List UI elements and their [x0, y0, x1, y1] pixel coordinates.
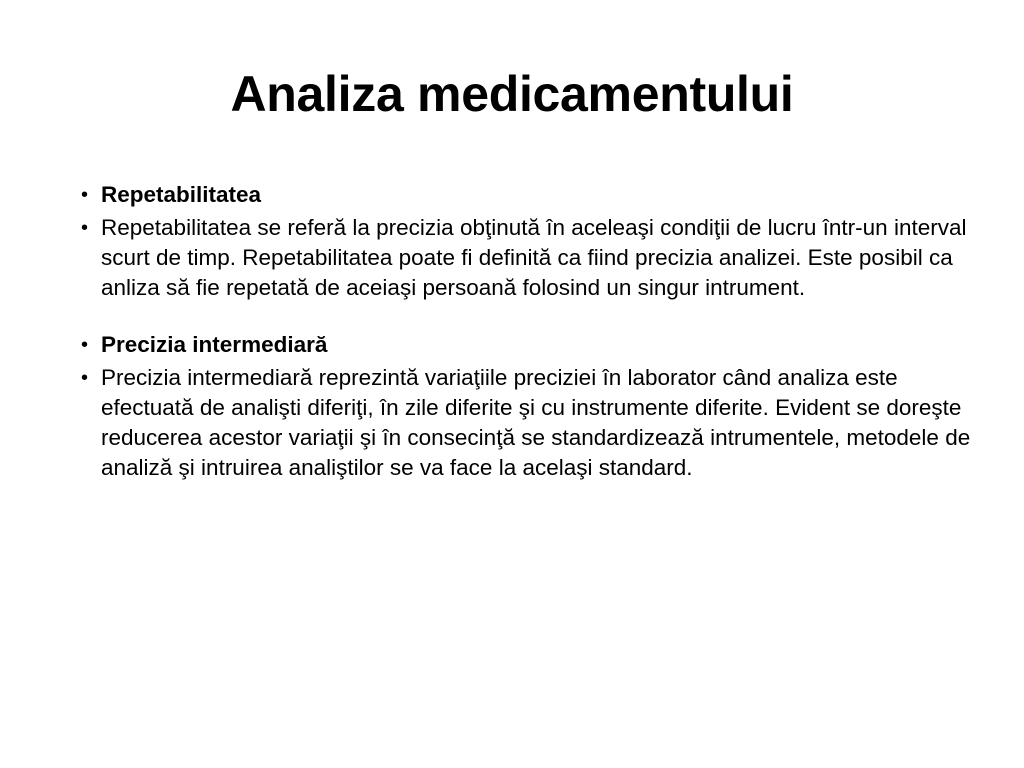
bullet-text: Repetabilitatea — [101, 182, 262, 207]
bullet-list — [81, 180, 972, 486]
bullet-item-repetabilitatea-description — [81, 213, 972, 303]
bullet-text: Precizia intermediară reprezintă variaţiile preciziei în laborator când analiza este efectuată de analişti diferiţi, în zile diferite şi cu instrumente diferite. Evident se doreşte reducerea acestor variaţii şi în consecinţă se standardizează intrumentele, metodele de analiză şi intruirea analiştilor se va face la acelaşi standard. — [101, 365, 971, 480]
bullet-text: Repetabilitatea se referă la precizia obţinută în aceleaşi condiţii de lucru într-un interval scurt de timp. Repetabilitatea poate fi definită ca fiind precizia analizei. Este posibil ca anliza să fie repetată de aceiaşi persoană folosind un singur intrument. — [101, 215, 967, 300]
bullet-icon: • — [81, 184, 89, 206]
bullet-item-precizia-intermediara-heading — [81, 330, 972, 360]
bullet-text: Precizia intermediară — [101, 332, 328, 357]
bullet-icon: • — [81, 217, 89, 239]
slide-title: Analiza medicamentului — [230, 66, 794, 122]
bullet-item-repetabilitatea-heading — [81, 180, 972, 210]
bullet-item-precizia-intermediara-description — [81, 363, 972, 483]
bullet-icon: • — [81, 367, 89, 389]
bullet-icon: • — [81, 334, 89, 356]
